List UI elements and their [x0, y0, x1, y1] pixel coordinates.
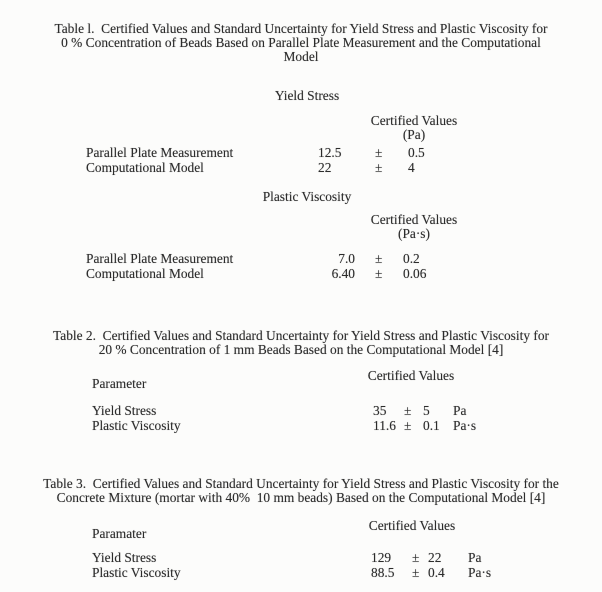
row-label: Parallel Plate Measurement	[86, 251, 234, 266]
table2-parameter-header: Parameter	[92, 376, 147, 391]
table3-caption-line1: Table 3. Certified Values and Standard Uncertainty for Yield Stress and Plastic Viscosity for the	[43, 476, 559, 491]
row-value: 22	[318, 160, 332, 175]
table2-caption	[0, 329, 602, 357]
row-value: 7.0	[338, 251, 355, 266]
row-uncertainty: 4	[408, 160, 415, 175]
table1-viscosity-values-header	[340, 213, 488, 241]
row-unit: Pa	[453, 403, 467, 418]
unit-pa-label: (Pa)	[402, 127, 426, 142]
row-uncertainty: 0.4	[428, 565, 445, 580]
row-value: 12.5	[318, 145, 342, 160]
row-label: Plastic Viscosity	[92, 565, 181, 580]
row-label: Computational Model	[86, 160, 204, 175]
row-uncertainty: 0.5	[408, 145, 425, 160]
table3-caption-line2: Concrete Mixture (mortar with 40% 10 mm beads) Based on the Computational Model [4]	[56, 490, 546, 505]
certified-values-label: Certified Values	[370, 113, 458, 128]
row-label: Parallel Plate Measurement	[86, 145, 234, 160]
table1-caption-line3: Model	[283, 49, 319, 64]
row-uncertainty: 5	[423, 403, 430, 418]
certified-values-label: Certified Values	[368, 518, 456, 533]
table1-viscosity-row-computational-model	[0, 267, 602, 282]
row-uncertainty: 0.1	[423, 418, 440, 433]
table2-values-header	[337, 369, 485, 383]
plus-minus-sign: ±	[404, 418, 412, 433]
table1-caption-line2: 0 % Concentration of Beads Based on Parallel Plate Measurement and the Computational	[61, 35, 541, 50]
row-unit: Pa·s	[453, 418, 477, 433]
table3-parameter-header: Paramater	[92, 526, 147, 541]
row-uncertainty: 0.06	[403, 266, 427, 281]
table1-yield-row-computational-model	[0, 161, 602, 176]
certified-values-label: Certified Values	[367, 368, 455, 383]
row-value: 35	[373, 403, 387, 418]
row-label: Computational Model	[86, 266, 204, 281]
row-label: Plastic Viscosity	[92, 418, 181, 433]
table1-viscosity-row-parallel-plate	[0, 252, 602, 267]
table2-caption-line1: Table 2. Certified Values and Standard Uncertainty for Yield Stress and Plastic Viscosity for	[53, 328, 549, 343]
table3-row-plastic-viscosity	[0, 566, 602, 581]
unit-pas-label: (Pa·s)	[398, 226, 430, 241]
row-uncertainty: 0.2	[403, 251, 420, 266]
plus-minus-sign: ±	[375, 266, 383, 281]
table1-yield-stress-heading: Yield Stress	[274, 88, 340, 103]
row-unit: Pa	[468, 550, 482, 565]
table1-yield-values-header	[340, 114, 488, 142]
table2-row-yield-stress	[0, 404, 602, 419]
table1-plastic-viscosity-heading: Plastic Viscosity	[262, 189, 352, 204]
row-value: 88.5	[371, 565, 395, 580]
row-label: Yield Stress	[92, 403, 157, 418]
row-unit: Pa·s	[468, 565, 492, 580]
table3-row-yield-stress	[0, 551, 602, 566]
table3-values-header	[338, 519, 486, 533]
certified-values-label: Certified Values	[370, 212, 458, 227]
table1-caption	[0, 22, 602, 64]
plus-minus-sign: ±	[375, 160, 383, 175]
plus-minus-sign: ±	[375, 251, 383, 266]
plus-minus-sign: ±	[375, 145, 383, 160]
row-value: 129	[371, 550, 392, 565]
table2-row-plastic-viscosity	[0, 419, 602, 434]
table1-yield-row-parallel-plate	[0, 146, 602, 161]
row-value: 11.6	[373, 418, 396, 433]
table2-caption-line2: 20 % Concentration of 1 mm Beads Based on the Computational Model [4]	[98, 342, 504, 357]
row-uncertainty: 22	[428, 550, 442, 565]
table3-caption	[0, 477, 602, 505]
row-label: Yield Stress	[92, 550, 157, 565]
row-value: 6.40	[331, 266, 355, 281]
plus-minus-sign: ±	[412, 550, 420, 565]
plus-minus-sign: ±	[404, 403, 412, 418]
table1-caption-line1: Table l. Certified Values and Standard Uncertainty for Yield Stress and Plastic Viscosity for	[54, 21, 548, 36]
plus-minus-sign: ±	[412, 565, 420, 580]
